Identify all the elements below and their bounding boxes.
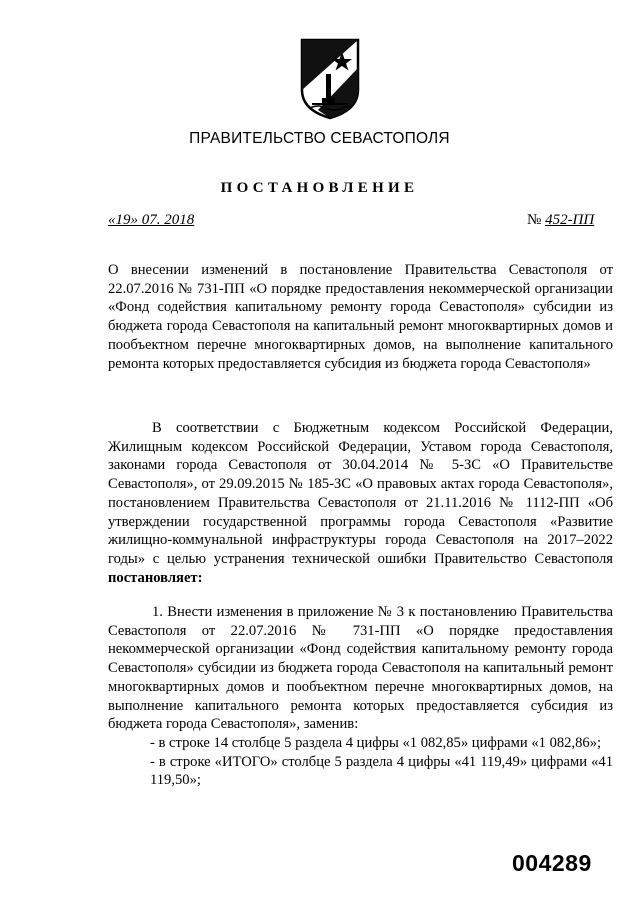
item-1 xyxy=(108,603,613,790)
serial-number: 004289 xyxy=(512,850,592,876)
preamble-body: В соответствии с Бюджетным кодексом Российской Федерации, Жилищным кодексом Российской Федерации, Уставом города Севастополя, законами города Севастополя от 30.04.2014 № 5-ЗС «О Правительстве Севастополя», от 29.09.2015 № 185-ЗС «О правовых актах города Севастополя», постановлением Правительства Севастополя от 21.11.2016 № 1112-ПП «Об утверждении государственной программы города Севастополя «Развитие жилищно-коммунальной инфраструктуры города Севастополя на 2017–2022 годы» с целью устранения технической ошибки Правительство Севастополя xyxy=(108,420,613,567)
item-1-dash-2: - в строке «ИТОГО» столбце 5 раздела 4 цифры «41 119,49» цифрами «41 119,50»; xyxy=(150,753,613,789)
preamble-paragraph xyxy=(108,419,613,587)
subject-paragraph xyxy=(108,261,613,373)
document-number xyxy=(527,212,594,229)
government-title: ПРАВИТЕЛЬСТВО СЕВАСТОПОЛЯ xyxy=(189,130,450,147)
coat-of-arms-icon xyxy=(298,38,362,120)
decree-word: постановляет: xyxy=(108,569,203,586)
item-1-text: 1. Внести изменения в приложение № 3 к постановлению Правительства Севастополя от 22.07.2016 № 731-ПП «О порядке предоставления некоммерческой организации «Фонд содействия капитальному ремонту города Севастополя» субсидии из бюджета города Севастополя на капитальный ремонт многоквартирных домов и пообъектном перечне многоквартирных домов, на выполнение капитального ремонта которых предоставляется субсидия из бюджета города Севастополя», заменив: xyxy=(108,604,613,733)
document-date xyxy=(108,212,194,229)
number-value: 452-ПП xyxy=(545,212,595,228)
number-prefix: № xyxy=(527,212,542,228)
date-value: «19» 07. 2018 xyxy=(108,212,195,228)
preamble-text xyxy=(108,419,613,587)
subject-text: О внесении изменений в постановление Правительства Севастополя от 22.07.2016 № 731-ПП «О порядке предоставления некоммерческой организации «Фонд содействия капитальному ремонту города Севастополя» субсидии из бюджета города Севастополя на капитальный ремонт многоквартирных домов и пообъектном перечне многоквартирных домов, на выполнение капитального ремонта которых предоставляется субсидия из бюджета города Севастополя» xyxy=(108,262,613,372)
item-1-dash-1: - в строке 14 столбце 5 раздела 4 цифры «1 082,85» цифрами «1 082,86»; xyxy=(150,734,602,751)
document-type: ПОСТАНОВЛЕНИЕ xyxy=(220,180,419,196)
